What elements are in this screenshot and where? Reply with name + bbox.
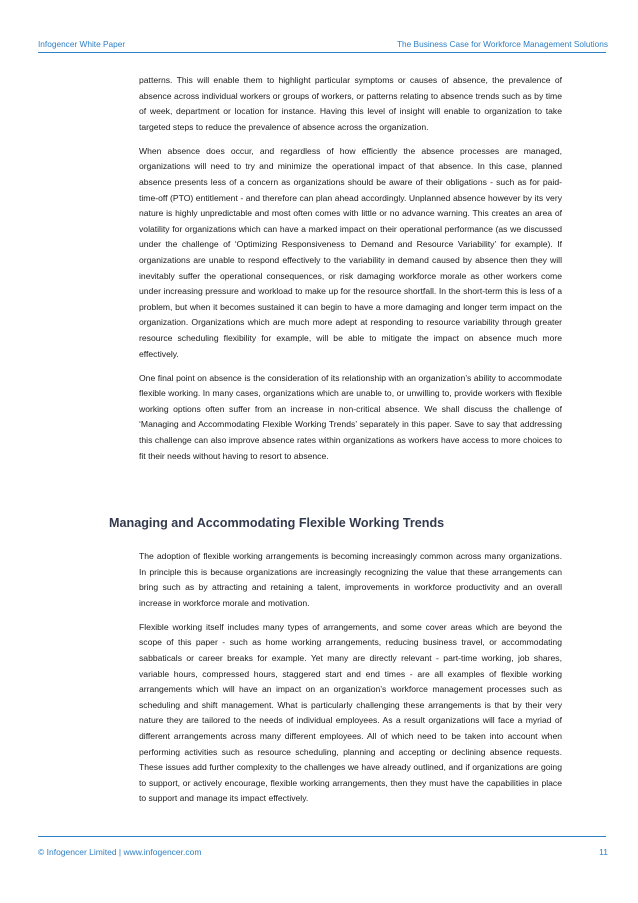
paragraph: When absence does occur, and regardless of how efficiently the absence processes are managed, organizations will need to try and minimize the operational impact of that absence. In this case, planned absence presents less of a concern as organizations should be aware of their obligations - such as for paid-time-off (PTO) entitlement - and therefore can plan ahead accordingly. Unplanned absence however by its very nature is highly unpredictable and most often comes with little or no advance warning. This creates an area of volatility for organizations which can have a marked impact on their operational performance (as we discussed under the challenge of ‘Optimizing Responsiveness to Demand and Resource Variability’ for example). If organizations are unable to respond effectively to the variability in demand caused by absence then they will inevitably suffer the operational consequences, or risk damaging workforce morale as other workers come under increasing pressure and workload to make up for the resource shortfall. In the short-term this is less of a problem, but when it becomes sustained it can begin to have a more damaging and longer term impact on the organization. Organizations which are much more adept at responding to resource variability through greater resource scheduling flexibility for example, will be able to mitigate the impact on absence much more effectively. (139, 145, 562, 359)
paragraph: The adoption of flexible working arrangements is becoming increasingly common across many organizations. In principle this is because organizations are increasingly recognizing the value that these arrangements can bring such as by attracting and retaining a talent, improvements in workforce productivity and an overall increase in workforce morale and motivation. (139, 551, 562, 608)
body-text-section (139, 549, 562, 816)
footer-rule (38, 836, 606, 837)
body-text-top (139, 73, 562, 473)
header-left-title: Infogencer White Paper (38, 39, 126, 49)
paragraph: patterns. This will enable them to highlight particular symptoms or causes of absence, the prevalence of absence across individual workers or groups of workers, or patterns relating to absence trends such as by time of week, department or location for instance. Having this level of insight will enable to organization to take targeted steps to reduce the prevalence of absence across the organization. (139, 75, 562, 132)
header-right-title: The Business Case for Workforce Management Solutions (396, 39, 608, 49)
paragraph: Flexible working itself includes many types of arrangements, and some cover areas which are beyond the scope of this paper - such as home working arrangements, reducing business travel, or accommodating sabbaticals or career breaks for example. Yet many are directly relevant - part-time working, job shares, variable hours, compressed hours, staggered start and end times - are all examples of flexible working arrangements which will have an impact on an organization’s workforce management processes such as scheduling and shift management. What is particularly challenging these arrangements is that by their very nature they are tailored to the needs of individual employees. As a result organizations will face a myriad of different arrangements across many different employees. All of which need to be taken into account when performing activities such as resource scheduling, planning and accepting or declining absence requests. These issues add further complexity to the challenges we have already outlined, and if organizations are going to support, or actively encourage, flexible working arrangements, then they must have the capabilities in place to support and manage its impact effectively. (139, 621, 562, 804)
header-rule (38, 52, 606, 53)
page-number: 11 (599, 847, 608, 857)
section-heading: Managing and Accommodating Flexible Working Trends (109, 516, 445, 530)
footer-copyright: © Infogencer Limited | www.infogencer.com (38, 847, 202, 857)
paragraph: One final point on absence is the consideration of its relationship with an organization’s ability to accommodate flexible working. In many cases, organizations which are unable to, or unwilling to, provide workers with flexible working options often suffer from an increase in non-critical absence. We shall discuss the challenge of ‘Managing and Accommodating Flexible Working Trends’ separately in this paper. Save to say that addressing this challenge can also improve absence rates within organizations as workers have access to more choices to fit their needs without having to resort to absence. (139, 372, 562, 461)
